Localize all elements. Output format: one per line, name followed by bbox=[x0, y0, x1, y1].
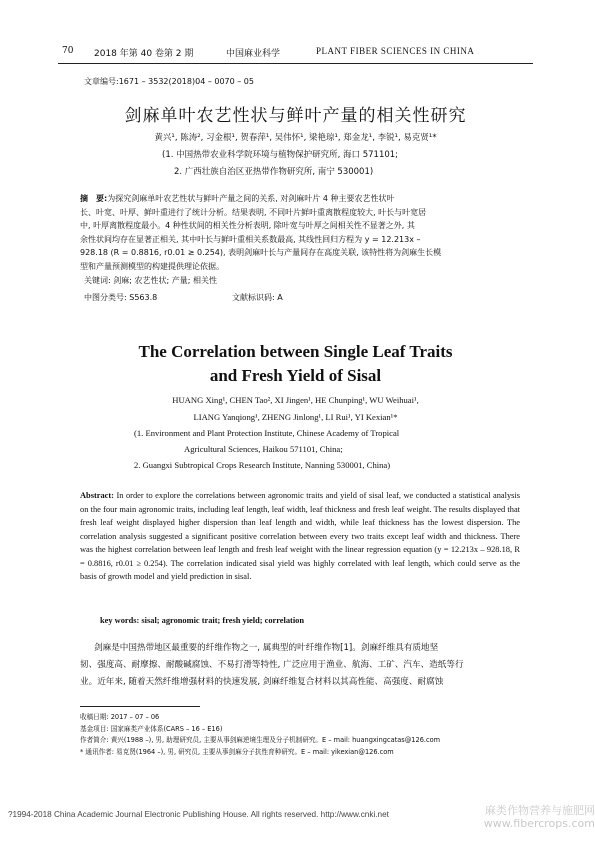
keywords-cn: 关键词: 剑麻; 农艺性状; 产量; 相关性 bbox=[84, 276, 217, 285]
header-rule bbox=[58, 63, 533, 64]
journal-name-en: PLANT FIBER SCIENCES IN CHINA bbox=[316, 46, 475, 56]
clc-number: 中图分类号: S563.8 bbox=[84, 293, 158, 302]
abstract-cn-line6: 型和产量预测模型的构建提供理论依据。 bbox=[80, 261, 224, 271]
keywords-en: key words: sisal; agronomic trait; fresh yield; correlation bbox=[100, 616, 304, 625]
footnote-corresponding: * 通讯作者: 易克贤(1964 –), 男, 研究员, 主要从事剑麻分子抗性育种研究。E – mail: yikexian@126.com bbox=[80, 747, 394, 756]
site-watermark: 麻类作物营养与施肥网 www.fibercrops.com bbox=[483, 804, 595, 830]
footnote-fund: 基金项目: 国家麻类产业体系(CARS – 16 – E16) bbox=[80, 724, 223, 733]
article-number: 文章编号:1671 – 3532(2018)04 – 0070 – 05 bbox=[84, 77, 254, 86]
footnote-received: 收稿日期: 2017 – 07 – 06 bbox=[80, 713, 160, 721]
footnote-rule bbox=[80, 706, 200, 707]
page-number: 70 bbox=[62, 46, 74, 56]
authors-en-line1: HUANG Xing¹, CHEN Tao², XI Jingen¹, HE Chunping¹, WU Weihuai¹, bbox=[172, 395, 419, 405]
body-line1: 剑麻是中国热带地区最重要的纤维作物之一, 属典型的叶纤维作物[1]。剑麻纤维具有质地坚 bbox=[94, 643, 439, 653]
affiliation-en-3: 2. Guangxi Subtropical Crops Research Institute, Nanning 530001, China) bbox=[134, 460, 391, 470]
title-en-line1: The Correlation between Single Leaf Traits bbox=[138, 342, 453, 361]
footnotes bbox=[80, 712, 530, 758]
issue-info: 2018 年第 40 卷第 2 期 bbox=[94, 49, 194, 59]
affiliation-cn-1: (1. 中国热带农业科学院环境与植物保护研究所, 海口 571101; bbox=[162, 150, 399, 160]
journal-name-cn: 中国麻业科学 bbox=[226, 49, 281, 59]
body-line3: 业。近年来, 随着天然纤维增强材料的快速发展, 剑麻纤维复合材料以其高性能、高强度、耐腐蚀 bbox=[80, 677, 444, 687]
abstract-cn-line4: 余性状间均存在显著正相关, 其中叶长与鲜叶重相关系数最高, 其线性回归方程为 y = 12.213x – bbox=[80, 234, 421, 244]
affiliation-en-1: (1. Environment and Plant Protection Institute, Chinese Academy of Tropical bbox=[134, 428, 400, 438]
abstract-en bbox=[80, 489, 520, 584]
abstract-en-text: In order to explore the correlations between agronomic traits and yield of sisal leaf, we conducted a statistical analysis on the four main agronomic traits, including leaf length, leaf width, leaf thickness and fresh leaf weight. The results displayed that fresh leaf weight displayed higher dispersion than leaf length and width, while leaf thickness has the lowest dispersion. The correlation analysis suggested a significant positive correlation between every two traits except leaf width and thickness. There was the highest correlation between leaf length and fresh leaf weight with the linear regression equation (y = 12.213x – 928.18, R = 0.8816, r0.01 ≥ 0.254). The correlation indicated sisal yield was highly correlated with leaf length, which could serve as the basis of growth model and yield prediction in sisal. bbox=[80, 491, 521, 581]
abstract-cn-line3: 中, 叶厚离散程度最小。4 种性状间的相关性分析表明, 除叶宽与叶厚之间相关性不显著之外, 其 bbox=[80, 221, 415, 230]
title-en-line2: and Fresh Yield of Sisal bbox=[209, 366, 382, 385]
document-code: 文献标识码: A bbox=[232, 293, 283, 302]
title-cn: 剑麻单叶农艺性状与鲜叶产量的相关性研究 bbox=[124, 106, 467, 126]
abstract-cn bbox=[80, 192, 520, 273]
copyright-notice: ?1994-2018 China Academic Journal Electronic Publishing House. All rights reserved. http://www.cnki.net bbox=[8, 810, 389, 819]
body-line2: 韧、强度高、耐摩擦、耐酸碱腐蚀、不易打滑等特性, 广泛应用于渔业、航海、工矿、汽车、造纸等行 bbox=[80, 660, 464, 670]
abstract-cn-line5: 928.18 (R = 0.8816, r0.01 ≥ 0.254), 表明剑麻叶长与产量间存在高度关联, 该特性将为剑麻生长模 bbox=[80, 248, 442, 257]
authors-en-line2: LIANG Yanqiong¹, ZHENG Jinlong¹, LI Rui¹, YI Kexian¹* bbox=[193, 412, 398, 422]
affiliation-en-2: Agricultural Sciences, Haikou 571101, China; bbox=[184, 444, 343, 454]
page-header bbox=[58, 42, 533, 60]
affiliation-cn-2: 2. 广西壮族自治区亚热带作物研究所, 南宁 530001) bbox=[174, 167, 374, 177]
footnote-author: 作者简介: 黄兴(1988 –), 男, 助理研究员, 主要从事剑麻逆境生理及分子机制研究。E – mail: huangxingcatas@126.com bbox=[80, 736, 441, 744]
abstract-cn-line2: 长、叶宽、叶厚、鲜叶重进行了统计分析。结果表明, 不同叶片鲜叶重离散程度较大, 叶长与叶宽居 bbox=[80, 207, 427, 217]
authors-cn: 黄兴¹, 陈涛², 习金根¹, 贺春萍¹, 吴伟怀¹, 梁艳琼¹, 郑金龙¹, 李锐¹, 易克贤¹* bbox=[154, 133, 437, 143]
abstract-cn-label: 摘 要: bbox=[80, 194, 108, 203]
abstract-en-label: Abstract: bbox=[80, 491, 114, 500]
body-text bbox=[80, 640, 525, 691]
abstract-cn-line1: 为探究剑麻单叶农艺性状与鲜叶产量之间的关系, 对剑麻叶片 4 种主要农艺性状叶 bbox=[107, 194, 395, 203]
